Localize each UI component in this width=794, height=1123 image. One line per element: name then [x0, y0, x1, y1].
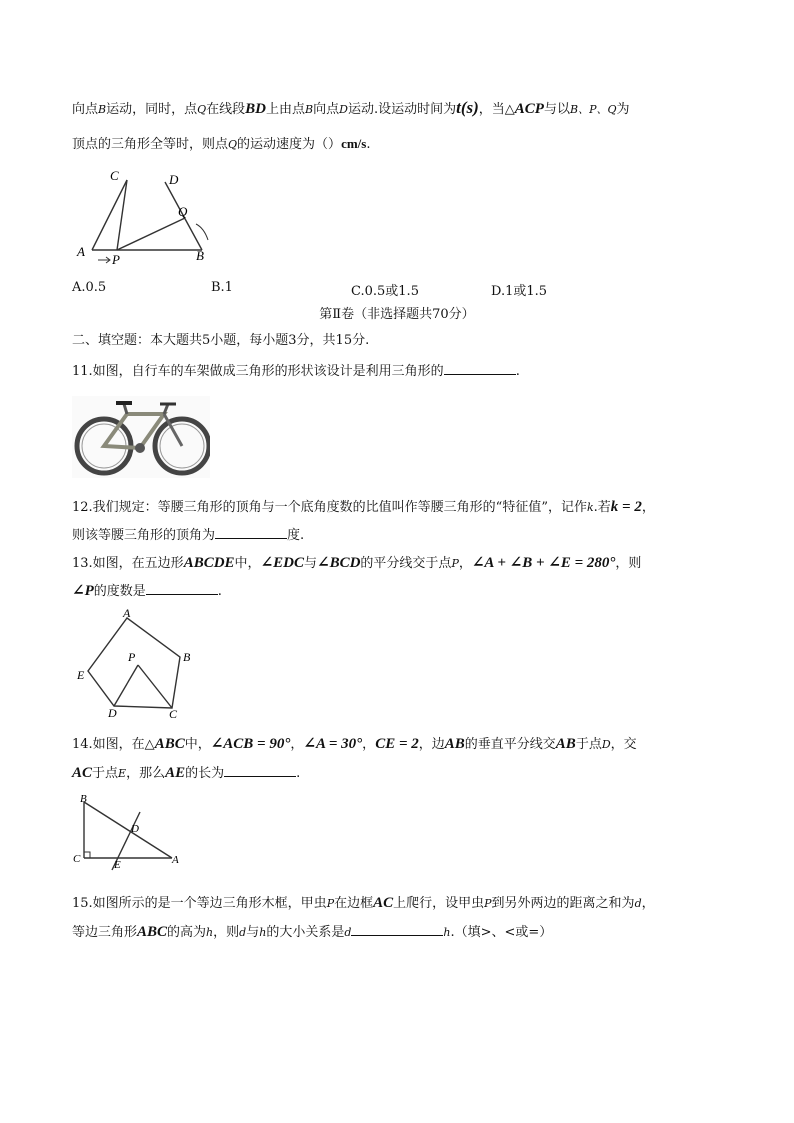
- label-Q: Q: [178, 204, 188, 219]
- label-B: B: [183, 650, 191, 664]
- label-E: E: [114, 859, 121, 871]
- option-c[interactable]: C.0.5或1.5: [351, 284, 419, 299]
- label-C: C: [110, 168, 119, 183]
- option-d[interactable]: D.1或1.5: [491, 284, 548, 299]
- q13-blank[interactable]: [146, 580, 218, 595]
- label-B: B: [80, 793, 87, 805]
- label-D: D: [108, 706, 117, 720]
- q11-blank[interactable]: [444, 360, 516, 375]
- fill-header: 二、填空题：本大题共5小题，每小题3分，共15分.: [72, 333, 370, 348]
- label-C: C: [169, 707, 178, 720]
- q12-line1: 12.我们规定：等腰三角形的顶角与一个底角度数的比值叫作等腰三角形的“特征值”，记作k.若k = 2，: [72, 499, 655, 515]
- label-P: P: [128, 650, 136, 664]
- q10-figure: [72, 168, 222, 268]
- label-C: C: [73, 853, 81, 865]
- q11-text: 11.如图，自行车的车架做成三角形的形状该设计是利用三角形的 .: [72, 360, 520, 382]
- q12-blank[interactable]: [215, 524, 287, 539]
- q15-line1: 15.如图所示的是一个等边三角形木框，甲虫P在边框AC上爬行，设甲虫P到另外两边的距离之和为d，: [72, 895, 655, 911]
- label-A: A: [123, 606, 131, 620]
- q13-figure: [72, 605, 202, 720]
- q14-figure: [72, 792, 192, 872]
- q13-line1: 13.如图，在五边形ABCDE中，∠EDC与∠BCD的平分线交于点P，∠A + ∠B + ∠E = 280°，则: [72, 555, 642, 571]
- label-D: D: [169, 172, 179, 187]
- q13-line2: ∠P的度数是 .: [72, 580, 222, 602]
- label-A: A: [172, 854, 179, 866]
- label-E: E: [77, 668, 85, 682]
- q14-line2: AC于点E，那么AE的长为 .: [72, 762, 300, 784]
- q12-line2: 则该等腰三角形的顶角为 度.: [72, 524, 304, 546]
- label-B: B: [196, 248, 204, 263]
- q15-blank[interactable]: [351, 921, 443, 936]
- q14-line1: 14.如图，在△ABC中，∠ACB = 90°，∠A = 30°，CE = 2，边AB的垂直平分线交AB于点D，交: [72, 736, 637, 752]
- q15-line2: 等边三角形ABC的高为h，则d与h的大小关系是d h.（填>、<或=）: [72, 921, 552, 943]
- label-D: D: [131, 823, 139, 835]
- option-b[interactable]: B.1: [211, 280, 233, 295]
- label-P: P: [112, 252, 120, 267]
- section-title: 第Ⅱ卷（非选择题共70分）: [319, 307, 475, 322]
- q14-blank[interactable]: [224, 762, 296, 777]
- bicycle-image: [72, 396, 210, 478]
- option-a[interactable]: A.0.5: [72, 280, 107, 295]
- label-A: A: [77, 244, 85, 259]
- q10-line1: 向点B运动，同时，点Q在线段BD上由点B向点D运动.设运动时间为t(s)，当△ACP与以B、P、Q为: [72, 98, 630, 117]
- q10-line2: 顶点的三角形全等时，则点Q的运动速度为（）cm/s.: [72, 136, 371, 152]
